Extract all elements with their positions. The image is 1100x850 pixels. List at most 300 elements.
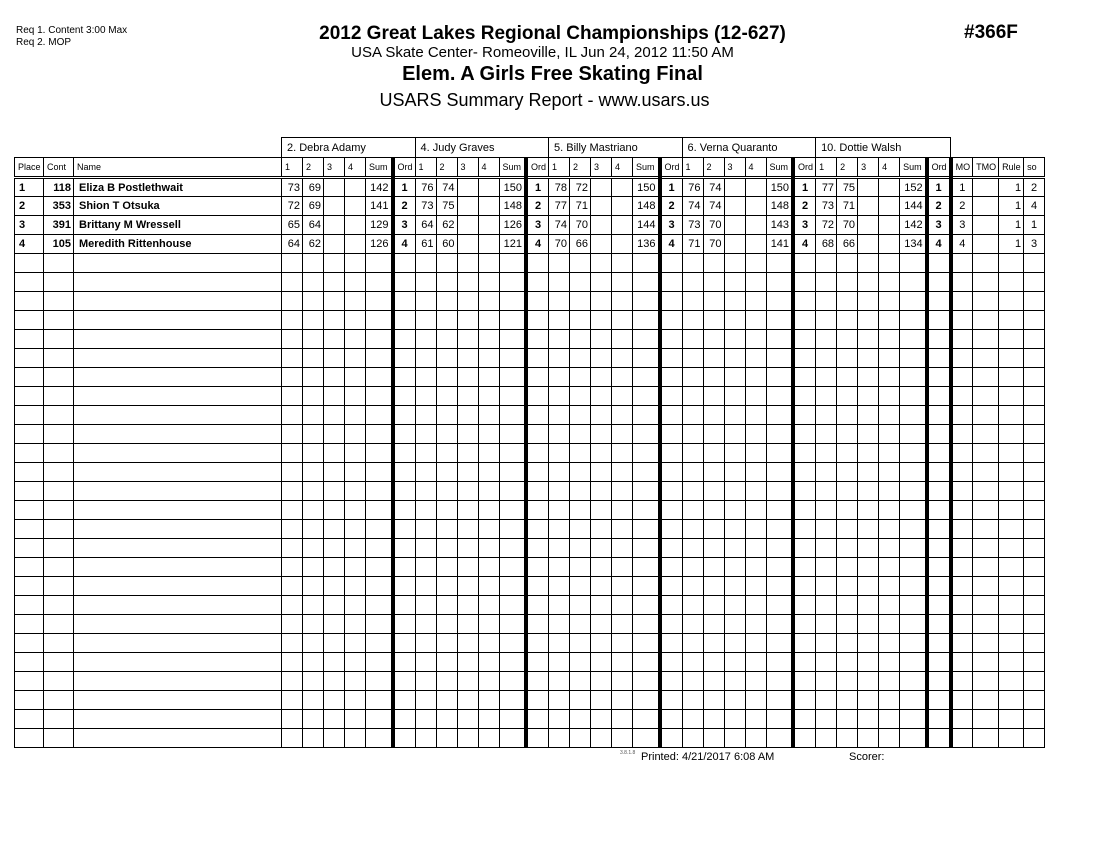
- empty-cell: [837, 406, 858, 425]
- empty-cell: [999, 406, 1024, 425]
- venue-datetime: USA Skate Center- Romeoville, IL Jun 24, 2012 11:50 AM: [351, 44, 734, 61]
- empty-cell: [900, 558, 927, 577]
- empty-cell: [724, 672, 745, 691]
- empty-cell: [393, 501, 416, 520]
- empty-cell: [951, 729, 973, 748]
- empty-cell: [900, 425, 927, 444]
- empty-cell: [999, 349, 1024, 368]
- ordinal-cell: 2: [393, 197, 416, 216]
- empty-cell: [703, 425, 724, 444]
- empty-cell: [951, 577, 973, 596]
- empty-cell: [366, 444, 393, 463]
- empty-cell: [415, 501, 436, 520]
- empty-cell: [303, 615, 324, 634]
- empty-cell: [1024, 691, 1045, 710]
- empty-cell: [660, 425, 683, 444]
- empty-cell: [591, 425, 612, 444]
- empty-cell: [900, 406, 927, 425]
- empty-cell: [858, 729, 879, 748]
- empty-cell: [478, 653, 499, 672]
- empty-cell: [951, 634, 973, 653]
- empty-cell: [793, 463, 816, 482]
- empty-cell: [282, 330, 303, 349]
- competition-title: 2012 Great Lakes Regional Championships (12-627): [319, 23, 786, 44]
- empty-cell: [999, 634, 1024, 653]
- empty-cell: [1024, 596, 1045, 615]
- col-header-judge-score: Sum: [900, 158, 927, 178]
- empty-cell: [457, 577, 478, 596]
- empty-cell: [766, 254, 793, 273]
- empty-cell: [660, 311, 683, 330]
- empty-cell: [793, 577, 816, 596]
- score-cell: [324, 216, 345, 235]
- ordinal-cell: 4: [793, 235, 816, 254]
- score-cell: 73: [816, 197, 837, 216]
- empty-cell: [303, 273, 324, 292]
- score-cell: [478, 197, 499, 216]
- empty-cell: [393, 273, 416, 292]
- empty-cell: [612, 520, 633, 539]
- empty-cell: [478, 425, 499, 444]
- empty-cell: [549, 596, 570, 615]
- empty-cell: [793, 254, 816, 273]
- empty-cell: [816, 653, 837, 672]
- empty-cell: [612, 463, 633, 482]
- sum-cell: 136: [633, 235, 660, 254]
- empty-cell: [879, 596, 900, 615]
- empty-cell: [612, 596, 633, 615]
- empty-cell: [526, 273, 549, 292]
- empty-cell: [457, 653, 478, 672]
- empty-cell: [366, 615, 393, 634]
- empty-cell: [816, 292, 837, 311]
- empty-cell: [549, 539, 570, 558]
- score-cell: [324, 178, 345, 197]
- empty-cell: [816, 539, 837, 558]
- empty-cell: [499, 653, 526, 672]
- col-header-judge-score: Sum: [366, 158, 393, 178]
- empty-cell: [526, 387, 549, 406]
- so-cell: 2: [1024, 178, 1045, 197]
- empty-cell: [766, 615, 793, 634]
- empty-cell: [612, 691, 633, 710]
- empty-cell: [415, 273, 436, 292]
- empty-cell: [436, 482, 457, 501]
- empty-cell: [858, 691, 879, 710]
- tmo-cell: [973, 197, 999, 216]
- empty-cell: [703, 254, 724, 273]
- empty-cell: [457, 710, 478, 729]
- sum-cell: 148: [766, 197, 793, 216]
- empty-cell: [591, 653, 612, 672]
- empty-cell: [703, 596, 724, 615]
- mo-cell: 4: [951, 235, 973, 254]
- empty-cell: [816, 691, 837, 710]
- empty-cell: [879, 330, 900, 349]
- empty-cell: [526, 615, 549, 634]
- empty-cell: [345, 596, 366, 615]
- sum-cell: 143: [766, 216, 793, 235]
- empty-cell: [591, 539, 612, 558]
- empty-cell: [660, 501, 683, 520]
- empty-cell: [793, 691, 816, 710]
- empty-cell: [879, 292, 900, 311]
- empty-cell: [900, 653, 927, 672]
- empty-cell: [282, 558, 303, 577]
- empty-cell: [44, 653, 74, 672]
- empty-cell: [1024, 539, 1045, 558]
- empty-cell: [927, 672, 951, 691]
- empty-cell: [282, 691, 303, 710]
- empty-cell: [345, 729, 366, 748]
- empty-cell: [74, 577, 282, 596]
- empty-cell: [436, 615, 457, 634]
- empty-cell: [858, 520, 879, 539]
- empty-cell: [999, 387, 1024, 406]
- empty-cell: [366, 311, 393, 330]
- empty-cell: [15, 501, 44, 520]
- empty-cell: [499, 672, 526, 691]
- empty-cell: [1024, 292, 1045, 311]
- empty-cell: [499, 558, 526, 577]
- empty-cell: [724, 311, 745, 330]
- empty-cell: [612, 292, 633, 311]
- empty-cell: [345, 539, 366, 558]
- table-row: [15, 197, 1045, 216]
- empty-cell: [478, 330, 499, 349]
- empty-cell: [549, 406, 570, 425]
- ordinal-cell: 1: [660, 178, 683, 197]
- score-cell: 77: [549, 197, 570, 216]
- empty-cell: [793, 482, 816, 501]
- empty-cell: [570, 672, 591, 691]
- empty-cell: [999, 672, 1024, 691]
- mo-cell: 3: [951, 216, 973, 235]
- spacer: [951, 138, 1045, 158]
- empty-cell: [393, 520, 416, 539]
- score-cell: [345, 197, 366, 216]
- empty-cell: [793, 406, 816, 425]
- empty-cell: [879, 729, 900, 748]
- results-table: [14, 137, 1045, 748]
- empty-cell: [703, 558, 724, 577]
- empty-cell: [436, 539, 457, 558]
- empty-cell: [457, 501, 478, 520]
- empty-cell: [499, 539, 526, 558]
- empty-cell: [345, 387, 366, 406]
- score-cell: 60: [436, 235, 457, 254]
- empty-cell: [951, 558, 973, 577]
- score-cell: 74: [703, 197, 724, 216]
- empty-cell: [15, 596, 44, 615]
- empty-cell: [633, 653, 660, 672]
- empty-cell: [549, 254, 570, 273]
- empty-cell: [499, 615, 526, 634]
- col-header-judge-score: 3: [324, 158, 345, 178]
- ordinal-cell: 2: [660, 197, 683, 216]
- empty-cell: [724, 539, 745, 558]
- empty-cell: [549, 425, 570, 444]
- empty-cell: [478, 482, 499, 501]
- empty-cell: [973, 539, 999, 558]
- empty-cell: [973, 482, 999, 501]
- empty-cell: [724, 406, 745, 425]
- empty-cell: [766, 463, 793, 482]
- empty-cell: [324, 691, 345, 710]
- ordinal-cell: 2: [927, 197, 951, 216]
- empty-cell: [858, 710, 879, 729]
- empty-cell: [393, 615, 416, 634]
- empty-cell: [793, 292, 816, 311]
- empty-table-row: [15, 273, 1045, 292]
- empty-cell: [526, 634, 549, 653]
- empty-cell: [436, 577, 457, 596]
- col-header-judge-score: 1: [282, 158, 303, 178]
- empty-cell: [951, 615, 973, 634]
- cont-cell: 118: [44, 178, 74, 197]
- empty-cell: [858, 330, 879, 349]
- sum-cell: 121: [499, 235, 526, 254]
- empty-cell: [900, 311, 927, 330]
- empty-cell: [526, 558, 549, 577]
- empty-cell: [682, 634, 703, 653]
- score-cell: [457, 178, 478, 197]
- empty-cell: [526, 311, 549, 330]
- empty-cell: [682, 482, 703, 501]
- empty-cell: [703, 387, 724, 406]
- empty-cell: [858, 387, 879, 406]
- table-row: [15, 216, 1045, 235]
- empty-cell: [324, 653, 345, 672]
- score-cell: [745, 197, 766, 216]
- empty-cell: [837, 387, 858, 406]
- score-cell: 76: [415, 178, 436, 197]
- empty-cell: [591, 463, 612, 482]
- empty-cell: [612, 330, 633, 349]
- empty-cell: [682, 349, 703, 368]
- empty-cell: [549, 520, 570, 539]
- col-header-judge-score: 4: [345, 158, 366, 178]
- empty-cell: [951, 330, 973, 349]
- empty-cell: [303, 349, 324, 368]
- empty-table-row: [15, 330, 1045, 349]
- empty-cell: [1024, 672, 1045, 691]
- empty-cell: [570, 653, 591, 672]
- empty-cell: [549, 729, 570, 748]
- score-cell: [591, 197, 612, 216]
- empty-cell: [324, 501, 345, 520]
- empty-cell: [816, 387, 837, 406]
- empty-cell: [927, 482, 951, 501]
- empty-cell: [858, 596, 879, 615]
- empty-cell: [633, 691, 660, 710]
- empty-cell: [766, 577, 793, 596]
- col-header-name: Name: [74, 158, 282, 178]
- empty-cell: [457, 311, 478, 330]
- col-header-rule: Rule: [999, 158, 1024, 178]
- empty-cell: [457, 406, 478, 425]
- empty-cell: [999, 653, 1024, 672]
- empty-table-row: [15, 368, 1045, 387]
- empty-cell: [282, 368, 303, 387]
- score-cell: [879, 178, 900, 197]
- empty-cell: [793, 729, 816, 748]
- empty-cell: [478, 501, 499, 520]
- empty-cell: [570, 463, 591, 482]
- empty-cell: [570, 634, 591, 653]
- score-cell: [591, 216, 612, 235]
- empty-cell: [703, 482, 724, 501]
- empty-cell: [660, 653, 683, 672]
- empty-cell: [499, 444, 526, 463]
- empty-cell: [324, 406, 345, 425]
- empty-cell: [766, 330, 793, 349]
- empty-cell: [324, 463, 345, 482]
- empty-cell: [900, 691, 927, 710]
- empty-cell: [633, 672, 660, 691]
- empty-cell: [345, 634, 366, 653]
- ordinal-cell: 3: [927, 216, 951, 235]
- empty-cell: [633, 349, 660, 368]
- empty-cell: [1024, 368, 1045, 387]
- empty-cell: [951, 596, 973, 615]
- empty-cell: [457, 596, 478, 615]
- empty-cell: [499, 292, 526, 311]
- empty-cell: [499, 501, 526, 520]
- judge-name: 4. Judy Graves: [415, 138, 549, 158]
- empty-cell: [282, 729, 303, 748]
- empty-cell: [745, 558, 766, 577]
- empty-cell: [44, 349, 74, 368]
- empty-cell: [436, 691, 457, 710]
- empty-cell: [858, 672, 879, 691]
- sum-cell: 150: [766, 178, 793, 197]
- empty-cell: [591, 501, 612, 520]
- empty-cell: [324, 330, 345, 349]
- empty-cell: [478, 292, 499, 311]
- empty-cell: [15, 634, 44, 653]
- empty-cell: [973, 368, 999, 387]
- sum-cell: 148: [499, 197, 526, 216]
- empty-cell: [549, 691, 570, 710]
- empty-cell: [745, 254, 766, 273]
- empty-cell: [612, 710, 633, 729]
- empty-cell: [366, 482, 393, 501]
- empty-cell: [393, 672, 416, 691]
- empty-cell: [1024, 311, 1045, 330]
- empty-cell: [612, 558, 633, 577]
- empty-cell: [570, 710, 591, 729]
- empty-cell: [345, 463, 366, 482]
- empty-cell: [879, 463, 900, 482]
- empty-cell: [570, 558, 591, 577]
- empty-cell: [499, 577, 526, 596]
- empty-cell: [591, 292, 612, 311]
- empty-cell: [526, 501, 549, 520]
- empty-cell: [15, 273, 44, 292]
- empty-cell: [324, 539, 345, 558]
- empty-cell: [927, 729, 951, 748]
- empty-cell: [633, 596, 660, 615]
- sum-cell: 141: [366, 197, 393, 216]
- empty-cell: [415, 672, 436, 691]
- empty-cell: [682, 539, 703, 558]
- empty-cell: [927, 311, 951, 330]
- empty-cell: [766, 653, 793, 672]
- empty-cell: [660, 292, 683, 311]
- report-title: USARS Summary Report - www.usars.us: [379, 90, 710, 110]
- empty-cell: [499, 596, 526, 615]
- empty-cell: [570, 539, 591, 558]
- empty-cell: [927, 406, 951, 425]
- empty-cell: [999, 539, 1024, 558]
- empty-cell: [999, 520, 1024, 539]
- empty-cell: [682, 273, 703, 292]
- empty-cell: [816, 444, 837, 463]
- cont-cell: 105: [44, 235, 74, 254]
- score-cell: 73: [682, 216, 703, 235]
- judge-header-row: [15, 138, 1045, 158]
- empty-cell: [660, 539, 683, 558]
- empty-cell: [858, 425, 879, 444]
- empty-cell: [816, 425, 837, 444]
- empty-cell: [793, 520, 816, 539]
- empty-cell: [436, 558, 457, 577]
- empty-cell: [660, 634, 683, 653]
- empty-cell: [682, 463, 703, 482]
- empty-cell: [526, 691, 549, 710]
- empty-cell: [549, 273, 570, 292]
- empty-cell: [478, 634, 499, 653]
- col-header-judge-score: 3: [858, 158, 879, 178]
- empty-cell: [74, 539, 282, 558]
- score-cell: [858, 235, 879, 254]
- score-cell: 74: [549, 216, 570, 235]
- empty-cell: [951, 311, 973, 330]
- empty-cell: [282, 520, 303, 539]
- score-cell: [724, 197, 745, 216]
- empty-cell: [999, 254, 1024, 273]
- empty-cell: [879, 254, 900, 273]
- empty-cell: [457, 273, 478, 292]
- score-cell: [345, 178, 366, 197]
- requirement-2: Req 2. MOP: [16, 37, 72, 48]
- empty-cell: [951, 425, 973, 444]
- col-header-judge-score: 3: [724, 158, 745, 178]
- empty-cell: [393, 254, 416, 273]
- empty-cell: [457, 254, 478, 273]
- score-cell: 70: [570, 216, 591, 235]
- empty-table-row: [15, 577, 1045, 596]
- empty-cell: [15, 672, 44, 691]
- score-cell: 77: [816, 178, 837, 197]
- empty-cell: [366, 349, 393, 368]
- col-header-judge-score: Ord: [927, 158, 951, 178]
- empty-cell: [591, 615, 612, 634]
- empty-cell: [478, 558, 499, 577]
- col-header-judge-score: Sum: [499, 158, 526, 178]
- empty-cell: [499, 425, 526, 444]
- empty-cell: [393, 634, 416, 653]
- empty-cell: [612, 349, 633, 368]
- empty-cell: [526, 672, 549, 691]
- empty-cell: [591, 482, 612, 501]
- empty-cell: [282, 406, 303, 425]
- empty-cell: [837, 254, 858, 273]
- empty-cell: [973, 634, 999, 653]
- empty-cell: [478, 311, 499, 330]
- empty-cell: [745, 634, 766, 653]
